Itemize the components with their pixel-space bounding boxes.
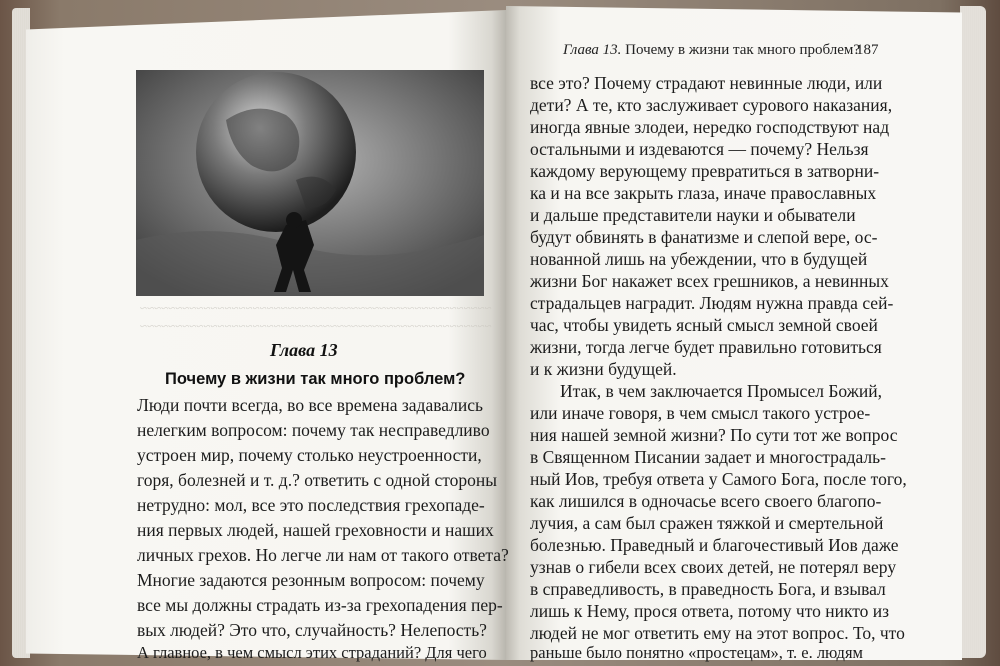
left-text-line: Люди почти всегда, во все времена задавались	[137, 395, 484, 415]
chapter-title: Почему в жизни так много проблем?	[165, 370, 466, 388]
left-text-line: нетрудно: мол, все это последствия грехопаде-	[137, 495, 485, 515]
right-text-line: раньше было понятно «простецам», т. е. людям	[530, 643, 863, 662]
right-text-line: ка и на все закрыть глаза, иначе православных	[530, 183, 877, 203]
page-number: 187	[856, 42, 879, 58]
right-text-line: ный Иов, требуя ответа у Самого Бога, после того,	[530, 469, 907, 489]
right-text-line: час, чтобы увидеть ясный смысл земной своей	[530, 315, 878, 335]
left-text-line: Многие задаются резонным вопросом: почему	[137, 570, 485, 590]
left-text-line: устроен мир, почему столько неустроенности,	[137, 445, 482, 465]
right-page-edges	[960, 6, 986, 658]
running-head-title: Почему в жизни так много проблем?	[621, 42, 861, 58]
right-text-line: жизни Бог накажет всех грешников, а невинных	[530, 271, 889, 291]
right-text-line: болезнью. Праведный и благочестивый Иов даже	[530, 535, 899, 555]
left-text-line: все мы должны страдать из-за грехопадения пер-	[137, 595, 503, 615]
right-text-line: лишь к Нему, прося ответа, потому что никто из	[530, 601, 890, 621]
left-text-line: вых людей? Это что, случайность? Нелепость?	[137, 620, 487, 640]
show-through-text: ~~~~~~~~~~~~~~~~~~~~~~~~~~~~~~~~~~~~~~~~~~~~~~~~~~	[140, 300, 492, 315]
right-text-line: как лишился в одночасье всего своего благопо-	[530, 491, 882, 511]
right-text-line: лучия, а сам был сражен тяжкой и смертельной	[530, 513, 884, 533]
atlas-globe-drawing	[136, 70, 484, 296]
right-text-line: дети? А те, кто заслуживает сурового наказания,	[530, 95, 893, 115]
left-text-line: А главное, в чем смысл этих страданий? Для чего	[137, 643, 487, 662]
right-text-line: страдальцев наградит. Людям нужна правда сей-	[530, 293, 894, 313]
right-text-line: жизни, тогда легче будет правильно готовиться	[530, 337, 882, 357]
right-text-line: в справедливость, в праведность Бога, и взывал	[530, 579, 886, 599]
right-text-line: будут обвинять в фанатизме и слепой вере, ос-	[530, 227, 878, 247]
right-text-line: и к жизни будущей.	[530, 359, 677, 379]
running-head	[563, 42, 860, 59]
right-text-line: в Священном Писании задает и многострадаль-	[530, 447, 886, 467]
left-text-line: нелегким вопросом: почему так несправедливо	[137, 420, 490, 440]
right-text-line: узнав о гибели всех своих детей, не потерял веру	[530, 557, 897, 577]
right-text-line: людей не мог ответить ему на этот вопрос. То, что	[530, 623, 905, 643]
right-text-line: и дальше представители науки и обыватели	[530, 205, 856, 225]
right-text-line: Итак, в чем заключается Промысел Божий,	[560, 381, 882, 401]
right-text-line: все это? Почему страдают невинные люди, или	[530, 73, 883, 93]
right-text-line: остальными и издеваются — почему? Нельзя	[530, 139, 869, 159]
left-text-line: горя, болезней и т. д.? ответить с одной стороны	[137, 470, 498, 490]
left-text-line: личных грехов. Но легче ли нам от такого ответа?	[137, 545, 509, 565]
show-through-text: ~~~~~~~~~~~~~~~~~~~~~~~~~~~~~~~~~~~~~~~~~~~~~~~~~~	[140, 318, 492, 333]
atlas-globe-illustration	[136, 70, 484, 296]
right-text-line: или иначе говоря, в чем смысл такого устрое-	[530, 403, 871, 423]
right-text-line: ния нашей земной жизни? По сути тот же вопрос	[530, 425, 898, 445]
right-text-line: каждому верующему превратиться в затворни-	[530, 161, 880, 181]
left-text-line: ния первых людей, нашей греховности и наших	[137, 520, 494, 540]
chapter-label: Глава 13	[270, 340, 338, 360]
running-head-chapter: Глава 13.	[563, 42, 622, 58]
right-text-line: нованной лишь на убеждении, что в будущей	[530, 249, 868, 269]
right-text-line: иногда явные злодеи, нередко господствуют над	[530, 117, 890, 137]
